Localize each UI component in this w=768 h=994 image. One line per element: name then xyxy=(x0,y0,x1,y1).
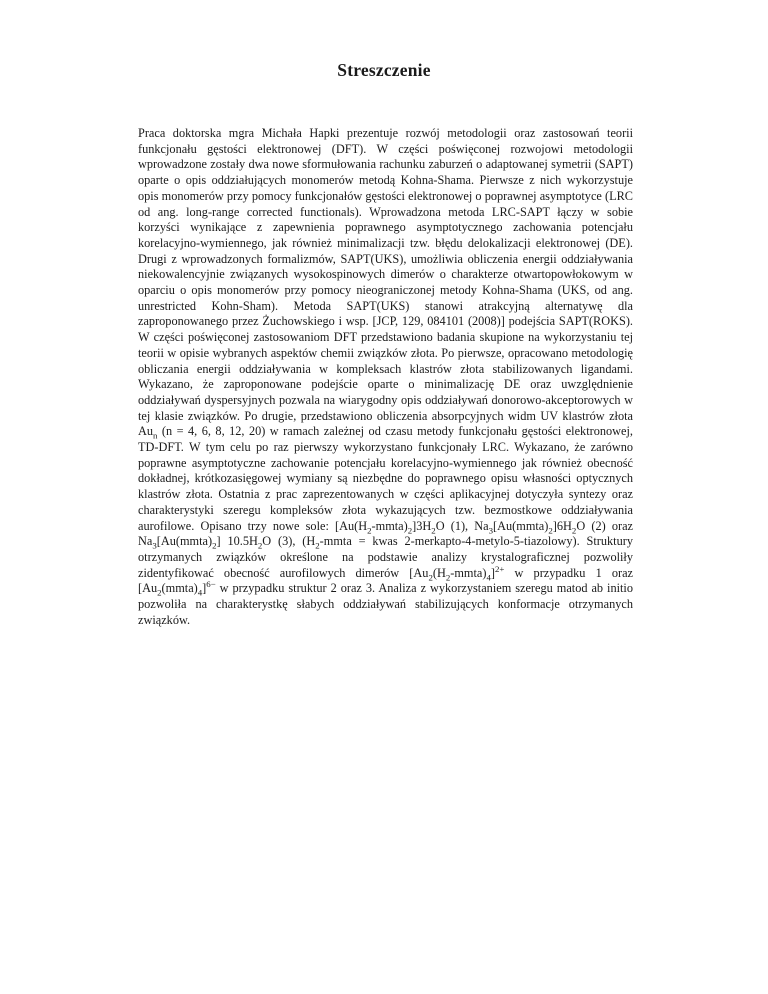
abstract-text: w przypadku 1 oraz [Au xyxy=(138,565,633,596)
abstract-text: O (1), Na xyxy=(435,518,489,533)
superscript: 2+ xyxy=(495,563,505,574)
subscript: 3 xyxy=(152,540,157,551)
subscript: 4 xyxy=(197,587,203,598)
subscript: 2 xyxy=(212,540,217,551)
subscript: 2 xyxy=(548,525,553,536)
subscript: 2 xyxy=(157,587,162,598)
abstract-paragraph xyxy=(138,126,633,629)
abstract-text: [Au(mmta) xyxy=(156,534,213,549)
superscript: 6− xyxy=(206,579,216,590)
subscript: 2 xyxy=(571,525,577,536)
abstract-text: -mmta) xyxy=(371,518,408,533)
abstract-text: O (2) oraz Na xyxy=(138,518,634,549)
subscript: 2 xyxy=(445,572,451,583)
subscript: 2 xyxy=(315,540,320,551)
abstract-text: ]6H xyxy=(552,518,572,533)
subscript: 2 xyxy=(257,540,263,551)
abstract-text: [Au(mmta) xyxy=(493,518,549,533)
abstract-text: Praca doktorska mgra Michała Hapki prezentuje rozwój metodologii oraz zastosowań teorii funkcjonału gęstości elektronowej (DFT). W części poświęconej rozwojowi metodologii wprowadzone zostały dwa nowe sformułowania rachunku zaburzeń o adaptowanej symetrii (SAPT) oparte o opis oddziałujących monomerów metodą Kohna-Shama. Pierwsze z nich wykorzystuje opis monomerów przy pomocy funkcjonałów gęstości elektronowej o poprawnej asymptotyce (LRC od ang. long-range corrected functionals). Wprowadzona metoda LRC-SAPT łączy w sobie korzyści wynikające z zapewnienia poprawnego asymptotycznego zachowania potencjału korelacyjno-wymiennego, jak również minimalizacji tzw. błędu delokalizacji elektronowej (DE). Drugi z wprowadzonych formalizmów, SAPT(UKS), umożliwia obliczenia energii oddziaływania niekowalencyjnie związanych wysokospinowych dimerów o charakterze otwartopowłokowym w oparciu o opis monomerów przy pomocy nieograniczonej metody Kohna-Shama (UKS, od ang. unrestricted Kohn-Sham). Metoda SAPT(UKS) stanowi atrakcyjną alternatywę dla zaproponowanego przez Żuchowskiego i wsp. [JCP, 129, 084101 (2008)] podejścia SAPT(ROKS). W części poświęconej zastosowaniom DFT przedstawiono badania skupione na wykorzystaniu tej teorii w opisie wybranych aspektów chemii związków złota. Po pierwsze, opracowano metodologię obliczania energii oddziaływania w kompleksach klastrów złota stabilizowanych ligandami. Wykazano, że zaproponowane podejście oparte o minimalizację DE oraz uwzględnienie oddziaływań dyspersyjnych pozwala na wiarygodny opis oddziaływań donorowo-akceptorowych w tej klasie związków. Po drugie, przedstawiono obliczenia absorpcyjnych widm UV klastrów złota Au xyxy=(138,126,633,439)
abstract-text: w przypadku struktur 2 oraz 3. Analiza z wykorzystaniem szeregu matod ab initio pozwoliła na charakterystkę słabych oddziaływań stabilizujących konformacje otrzymanych związków. xyxy=(138,581,633,627)
subscript: 2 xyxy=(428,572,433,583)
abstract-text: (n = 4, 6, 8, 12, 20) w ramach zależnej od czasu metody funkcjonału gęstości elektronowej, TD-DFT. W tym celu po raz pierwszy wykorzystano funkcjonały LRC. Wykazano, że zarówno poprawne asymptotyczne zachowanie potencjału korelacyjno-wymiennego jak również obecność dokładnej, krótkozasięgowej wymiany są niezbędne do poprawnego opisu własności optycznych klastrów złota. Ostatnia z prac zaprezentowanych w części aplikacyjnej dotyczyła syntezy oraz charakterystyki szeregu kompleksów złota wykazujących tzw. bezmostkowe oddziaływania aurofilowe. Opisano trzy nowe sole: [Au(H xyxy=(138,424,633,533)
abstract-text: ] xyxy=(490,565,495,580)
abstract-text: (mmta) xyxy=(161,581,198,596)
subscript: n xyxy=(153,430,158,441)
abstract-text: -mmta = kwas 2-merkapto-4-metylo-5-tiazolowy). Struktury otrzymanych związków określone na podstawie analizy krystalograficznej pozwoliły zidentyfikować obecność aurofilowych dimerów [Au xyxy=(138,534,633,580)
subscript: 2 xyxy=(431,525,436,536)
page-title: Streszczenie xyxy=(337,60,431,80)
abstract-text: ] 10.5H xyxy=(216,534,258,549)
abstract-text: ]3H xyxy=(412,518,432,533)
subscript: 2 xyxy=(407,525,413,536)
subscript: 3 xyxy=(488,525,494,536)
subscript: 4 xyxy=(486,572,491,583)
subscript: 2 xyxy=(367,525,372,536)
abstract-text: O (3), (H xyxy=(262,534,316,549)
abstract-text: (H xyxy=(432,565,446,580)
abstract-text: ] xyxy=(202,581,207,596)
abstract-text: -mmta) xyxy=(450,565,487,580)
